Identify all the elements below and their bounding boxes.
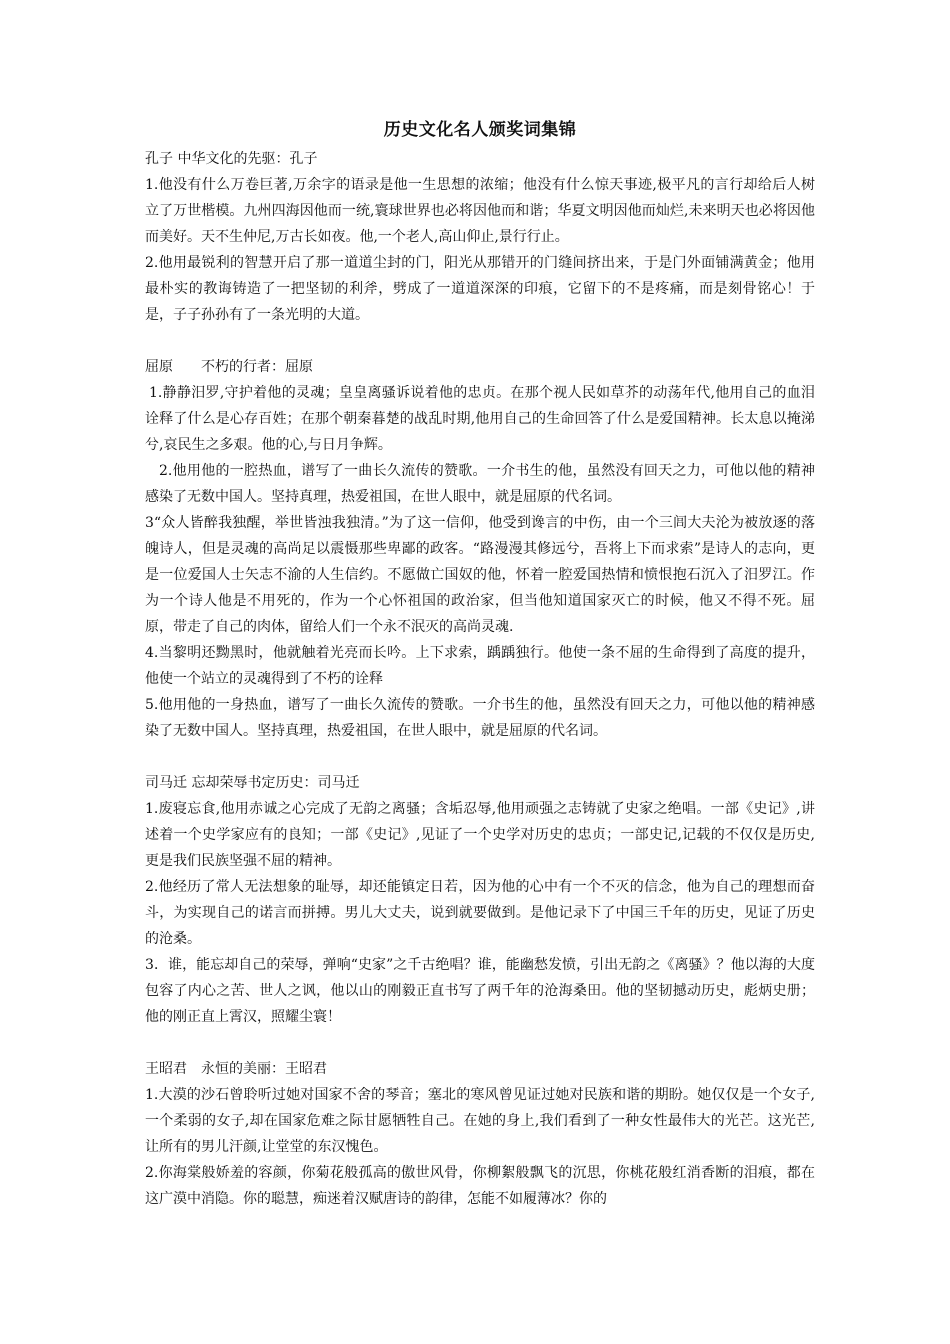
- paragraph: 2.你海棠般娇羞的容颜，你菊花般孤高的傲世风骨，你柳絮般飘飞的沉思，你桃花般红消香断的泪痕，都在这广漠中消隐。你的聪慧，痴迷着汉赋唐诗的韵律，怎能不如履薄冰？你的: [145, 1165, 815, 1207]
- paragraph: 2.他经历了常人无法想象的耻辱，却还能镇定日若，因为他的心中有一个不灭的信念，他为自己的理想而奋斗，为实现自己的诺言而拼搏。男儿大丈夫，说到就要做到。是他记录下了中国三千年的历史，见证了历史的沧桑。: [145, 879, 815, 947]
- section-wang-zhaojun: [145, 1056, 815, 1212]
- paragraph: 3．谁，能忘却自己的荣辱，弹响“史家”之千古绝唱？谁，能幽愁发愤，引出无韵之《离骚》？他以海的大度包容了内心之苦、世人之讽，他以山的刚毅正直书写了两千年的沧海桑田。他的坚韧撼动历史，彪炳史册；他的刚正直上霄汉，照耀尘寰！: [145, 957, 815, 1025]
- section-spacer: [145, 744, 815, 770]
- document-title: 历史文化名人颁奖词集锦: [383, 120, 577, 140]
- section-heading: 孔子 中华文化的先驱：孔子: [145, 151, 318, 167]
- section-heading: 屈原 不朽的行者：屈原: [145, 359, 313, 375]
- section-spacer: [145, 1030, 815, 1056]
- section-spacer: [145, 328, 815, 354]
- paragraph: 1.他没有什么万卷巨著,万余字的语录是他一生思想的浓缩；他没有什么惊天事迹,极平凡的言行却给后人树 立了万世楷模。九州四海因他而一统,寰球世界也必将因他而和谐；华夏文明因他而灿烂,未来明天也必将因他而美好。天不生仲尼,万古长如夜。他,一个老人,高山仰止,景行行止。: [145, 177, 829, 245]
- section-heading: 司马迁 忘却荣辱书定历史：司马迁: [145, 775, 360, 791]
- paragraph: 3“众人皆醉我独醒，举世皆浊我独清。”为了这一信仰，他受到谗言的中伤，由一个三闾大夫沦为被放逐的落魄诗人，但是灵魂的高尚足以震慑那些卑鄙的政客。“路漫漫其修远兮，吾将上下而求索”是诗人的志向，更是一位爱国人士矢志不渝的人生信约。不愿做亡国奴的他，怀着一腔爱国热情和愤恨抱石沉入了汨罗江。作为一个诗人他是不用死的，作为一个心怀祖国的政治家，但当他知道国家灭亡的时候，他又不得不死。屈原，带走了自己的肉体，留给人们一个永不泯灭的高尚灵魂.: [145, 515, 815, 635]
- paragraph: 4.当黎明还黝黑时，他就触着光亮而长吟。上下求索，踽踽独行。他使一条不屈的生命得到了高度的提升，他使一个站立的灵魂得到了不朽的诠释: [145, 645, 815, 687]
- paragraph: 1.静静汨罗,守护着他的灵魂；皇皇离骚诉说着他的忠贞。在那个视人民如草芥的动荡年代,他用自己的血泪诠释了什么是心存百姓；在那个朝秦暮楚的战乱时期,他用自己的生命回答了什么是爱国精神。长太息以掩涕兮,哀民生之多艰。他的心,与日月争辉。: [145, 385, 815, 453]
- paragraph: 2.他用他的一腔热血，谱写了一曲长久流传的赞歌。一介书生的他，虽然没有回天之力，可他以他的精神感染了无数中国人。坚持真理，热爱祖国，在世人眼中，就是屈原的代名词。: [145, 463, 815, 505]
- section-heading: 王昭君 永恒的美丽：王昭君: [145, 1061, 327, 1077]
- paragraph: 1.废寝忘食,他用赤诚之心完成了无韵之离骚；含垢忍辱,他用顽强之志铸就了史家之绝唱。一部《史记》,讲述着一个史学家应有的良知；一部《史记》,见证了一个史学对历史的忠贞；一部史记,记载的不仅仅是历史,更是我们民族坚强不屈的精神。: [145, 801, 815, 869]
- section-confucius: [145, 146, 829, 328]
- paragraph: 2.他用最锐利的智慧开启了那一道道尘封的门，阳光从那错开的门缝间挤出来，于是门外面铺满黄金；他用最朴实的教诲铸造了一把坚韧的利斧，劈成了一道道深深的印痕，它留下的不是疼痛，而是刻骨铭心！于是，子子孙孙有了一条光明的大道。: [145, 255, 815, 323]
- document-page: [145, 116, 829, 1212]
- section-sima-qian: [145, 770, 815, 1030]
- section-qu-yuan: [145, 354, 815, 744]
- paragraph: 5.他用他的一身热血，谱写了一曲长久流传的赞歌。一介书生的他，虽然没有回天之力，可他以他的精神感染了无数中国人。坚持真理，热爱祖国，在世人眼中，就是屈原的代名词。: [145, 697, 815, 739]
- paragraph: 1.大漠的沙石曾聆听过她对国家不舍的琴音；塞北的寒风曾见证过她对民族和谐的期盼。她仅仅是一个女子,一个柔弱的女子,却在国家危难之际甘愿牺牲自己。在她的身上,我们看到了一种女性最伟大的光芒。这光芒,让所有的男儿汗颜,让堂堂的东汉愧色。: [145, 1087, 815, 1155]
